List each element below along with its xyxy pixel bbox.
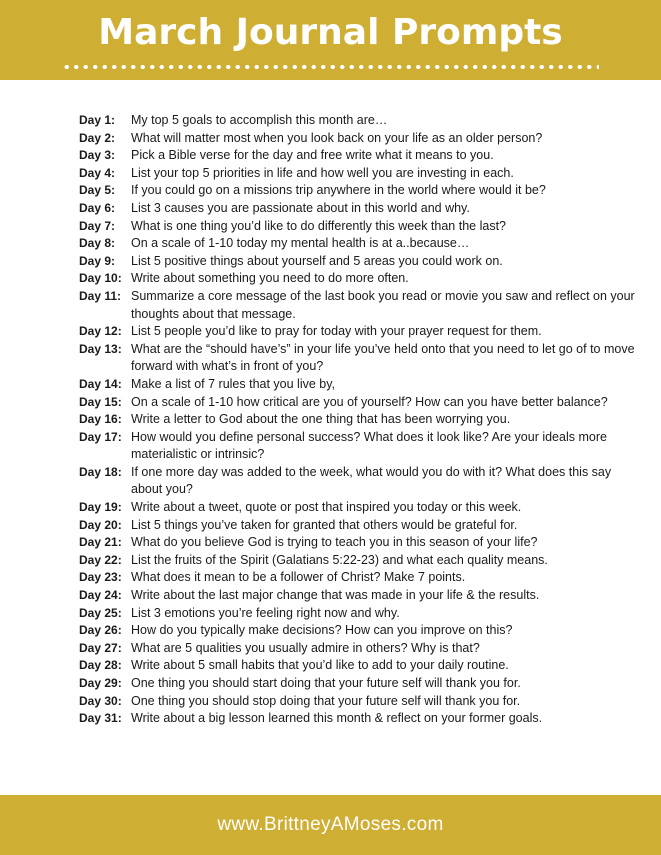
day-label: Day 1: <box>79 113 116 127</box>
prompt-item <box>79 622 639 640</box>
prompt-item <box>79 253 639 271</box>
day-label: Day 29: <box>79 676 122 690</box>
day-label: Day 9: <box>79 253 116 268</box>
prompt-item <box>79 235 639 253</box>
prompt-text: One thing you should stop doing that your future self will thank you for. <box>131 693 521 708</box>
prompt-item <box>79 657 639 675</box>
day-label: Day 28: <box>79 658 122 673</box>
prompt-list <box>79 112 639 728</box>
day-label: Day 25: <box>79 605 122 620</box>
prompt-item <box>79 165 639 183</box>
prompt-item <box>79 323 639 341</box>
day-label: Day 6: <box>79 200 116 215</box>
prompt-item <box>79 270 639 288</box>
day-label: Day 3: <box>79 148 116 163</box>
prompt-item <box>79 499 639 517</box>
prompt-item <box>79 411 639 429</box>
day-label: Day 2: <box>79 130 116 145</box>
day-label: Day 11: <box>79 288 122 303</box>
day-label: Day 12: <box>79 324 122 339</box>
prompt-text: What do you believe God is trying to teach you in this season of your life? <box>131 535 538 550</box>
prompt-item <box>79 182 639 200</box>
prompt-text: How would you define personal success? What does it look like? Are your ideals more materialistic or intrinsic? <box>131 429 607 462</box>
prompt-text: If one more day was added to the week, what would you do with it? What does this say about you? <box>131 464 612 497</box>
prompt-text: What will matter most when you look back on your life as an older person? <box>131 130 543 145</box>
prompt-item <box>79 394 639 412</box>
prompt-item <box>79 587 639 605</box>
prompt-text: List your top 5 priorities in life and how well you are investing in each. <box>131 165 514 180</box>
day-label: Day 15: <box>79 394 122 409</box>
day-label: Day 14: <box>79 376 122 391</box>
prompt-text: Write about a tweet, quote or post that inspired you today or this week. <box>131 500 522 515</box>
page-title: March Journal Prompts <box>98 12 563 53</box>
day-label: Day 22: <box>79 552 122 567</box>
prompt-text: What does it mean to be a follower of Christ? Make 7 points. <box>131 570 466 585</box>
prompt-item <box>79 710 639 728</box>
day-label: Day 13: <box>79 341 122 356</box>
prompt-item <box>79 693 639 711</box>
day-label: Day 21: <box>79 535 122 550</box>
day-label: Day 5: <box>79 183 116 198</box>
prompt-text: On a scale of 1-10 today my mental health is at a..because… <box>131 236 470 251</box>
prompt-item <box>79 605 639 623</box>
header-banner <box>0 0 661 80</box>
day-label: Day 16: <box>79 412 122 427</box>
day-label: Day 24: <box>79 588 122 603</box>
prompt-text: Write a letter to God about the one thing that has been worrying you. <box>131 412 511 427</box>
day-label: Day 18: <box>79 464 122 479</box>
prompt-text: List 5 things you’ve taken for granted that others would be grateful for. <box>131 517 518 532</box>
prompt-item <box>79 130 639 148</box>
prompt-text: Summarize a core message of the last book you read or movie you saw and reflect on your thoughts about that message. <box>131 288 635 321</box>
prompt-text: List 5 positive things about yourself and 5 areas you could work on. <box>131 253 503 268</box>
day-label: Day 17: <box>79 429 122 444</box>
prompt-item <box>79 517 639 535</box>
prompt-item <box>79 429 639 464</box>
prompt-item <box>79 200 639 218</box>
prompt-text: Write about 5 small habits that you’d like to add to your daily routine. <box>131 658 509 673</box>
prompt-text: What are the “should have’s” in your life you’ve held onto that you need to let go of to move forward with what’s in front of you? <box>131 341 635 374</box>
prompt-text: On a scale of 1-10 how critical are you of yourself? How can you have better balance? <box>131 394 608 409</box>
day-label: Day 30: <box>79 693 122 708</box>
day-label: Day 26: <box>79 623 122 638</box>
day-label: Day 7: <box>79 218 116 233</box>
prompt-item <box>79 675 639 693</box>
day-label: Day 19: <box>79 500 122 515</box>
prompt-text: Write about a big lesson learned this month & reflect on your former goals. <box>131 711 543 726</box>
prompt-text: What is one thing you’d like to do differently this week than the last? <box>131 218 506 233</box>
prompt-text: Pick a Bible verse for the day and free write what it means to you. <box>131 148 494 163</box>
prompt-text: My top 5 goals to accomplish this month are… <box>131 113 388 127</box>
prompt-text: What are 5 qualities you usually admire in others? Why is that? <box>131 640 480 655</box>
prompt-text: If you could go on a missions trip anywhere in the world where would it be? <box>131 183 546 198</box>
prompt-item <box>79 341 639 376</box>
day-label: Day 23: <box>79 570 122 585</box>
prompt-text: How do you typically make decisions? How can you improve on this? <box>131 623 513 638</box>
prompt-text: List 3 emotions you’re feeling right now and why. <box>131 605 400 620</box>
day-label: Day 4: <box>79 165 116 180</box>
prompt-text: One thing you should start doing that your future self will thank you for. <box>131 676 521 690</box>
day-label: Day 27: <box>79 640 122 655</box>
footer-banner <box>0 795 661 855</box>
prompt-text: Write about something you need to do more often. <box>131 271 409 286</box>
prompt-item <box>79 534 639 552</box>
prompt-text: Make a list of 7 rules that you live by, <box>131 376 336 391</box>
prompt-item <box>79 288 639 323</box>
prompt-item <box>79 569 639 587</box>
dotted-divider <box>62 64 599 70</box>
prompt-item <box>79 112 639 130</box>
prompt-item <box>79 640 639 658</box>
day-label: Day 8: <box>79 236 116 251</box>
day-label: Day 31: <box>79 711 122 726</box>
prompt-item <box>79 218 639 236</box>
prompt-item <box>79 464 639 499</box>
prompt-item <box>79 147 639 165</box>
prompt-text: List 5 people you’d like to pray for today with your prayer request for them. <box>131 324 542 339</box>
prompt-text: List 3 causes you are passionate about in this world and why. <box>131 200 470 215</box>
prompt-text: List the fruits of the Spirit (Galatians 5:22-23) and what each quality means. <box>131 552 548 567</box>
prompt-item <box>79 552 639 570</box>
prompt-item <box>79 376 639 394</box>
prompt-text: Write about the last major change that was made in your life & the results. <box>131 588 540 603</box>
day-label: Day 10: <box>79 271 122 286</box>
day-label: Day 20: <box>79 517 122 532</box>
website-url: www.BrittneyAMoses.com <box>217 814 444 835</box>
